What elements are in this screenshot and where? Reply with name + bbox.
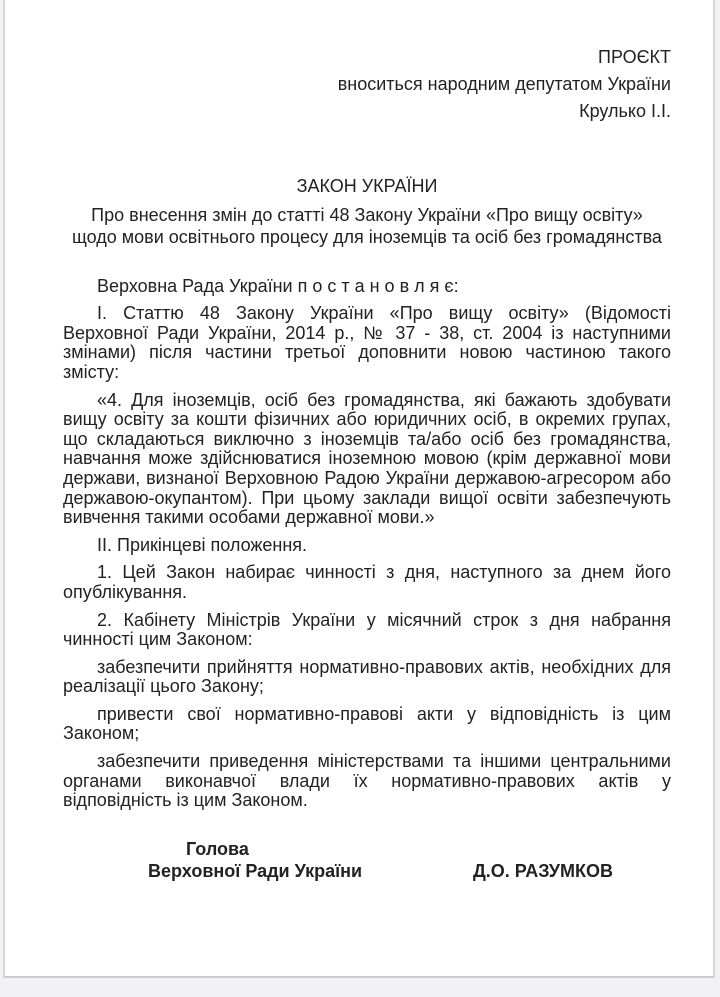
cabinet-task-1: забезпечити прийняття нормативно-правових актів, необхідних для реалізації цього Закону; (63, 656, 671, 697)
signatory-position-line-1: Голова (186, 838, 249, 859)
cabinet-task-3: забезпечити приведення міністерствами та іншими центральними органами виконавчої влади їх нормативно-правових актів у відповідність із цим Законом. (63, 751, 671, 811)
cabinet-task-2: привести свої нормативно-правові акти у відповідність із цим Законом; (63, 703, 671, 744)
draft-label: ПРОЄКТ (598, 47, 671, 67)
signatory-position-line-2: Верховної Ради України (148, 860, 363, 881)
final-provisions-item-1: 1. Цей Закон набирає чинності з дня, наступного за днем його опублікування. (63, 562, 671, 602)
section-2-heading: ІІ. Прикінцеві положення. (97, 534, 308, 555)
signatory-position (148, 838, 362, 882)
signature-block (63, 838, 671, 882)
submitted-by-line: вноситься народним депутатом України (337, 74, 671, 94)
signatory-name: Д.О. РАЗУМКОВ (472, 860, 613, 881)
document-header (63, 44, 671, 125)
document-page (3, 0, 715, 978)
document-content (5, 0, 713, 882)
final-provisions-item-2: 2. Кабінету Міністрів України у місячний строк з дня набрання чинності цим Законом: (63, 609, 671, 650)
deputy-name: Крулько І.І. (579, 101, 671, 121)
law-subtitle (63, 204, 671, 248)
law-heading: ЗАКОН УКРАЇНИ (296, 176, 438, 196)
section-1-paragraph: І. Статтю 48 Закону України «Про вищу освіту» (Відомості Верховної Ради України, 2014 р., № 37 - 38, ст. 2004 із наступними змінами) після частини третьої доповнити новою частиною такого змісту: (63, 303, 671, 382)
resolution-line: Верховна Рада України п о с т а н о в л я є: (97, 275, 459, 296)
quoted-new-part-4-paragraph: «4. Для іноземців, осіб без громадянства, які бажають здобувати вищу освіту за кошти фізичних або юридичних осіб, в окремих групах, що складаються виключно з іноземців та/або осіб без громадянства, навчання може здійснюватися іноземною мовою (крім державної мови держави, визнаної Верховною Радою України державою-агресором або державою-окупантом). При цьому заклади вищої освіти забезпечують вивчення такими особами державної мови.» (63, 389, 671, 528)
law-subtitle-line-2: щодо мови освітнього процесу для іноземців та осіб без громадянства (72, 226, 662, 247)
law-subtitle-line-1: Про внесення змін до статті 48 Закону України «Про вищу освіту» (91, 204, 643, 225)
